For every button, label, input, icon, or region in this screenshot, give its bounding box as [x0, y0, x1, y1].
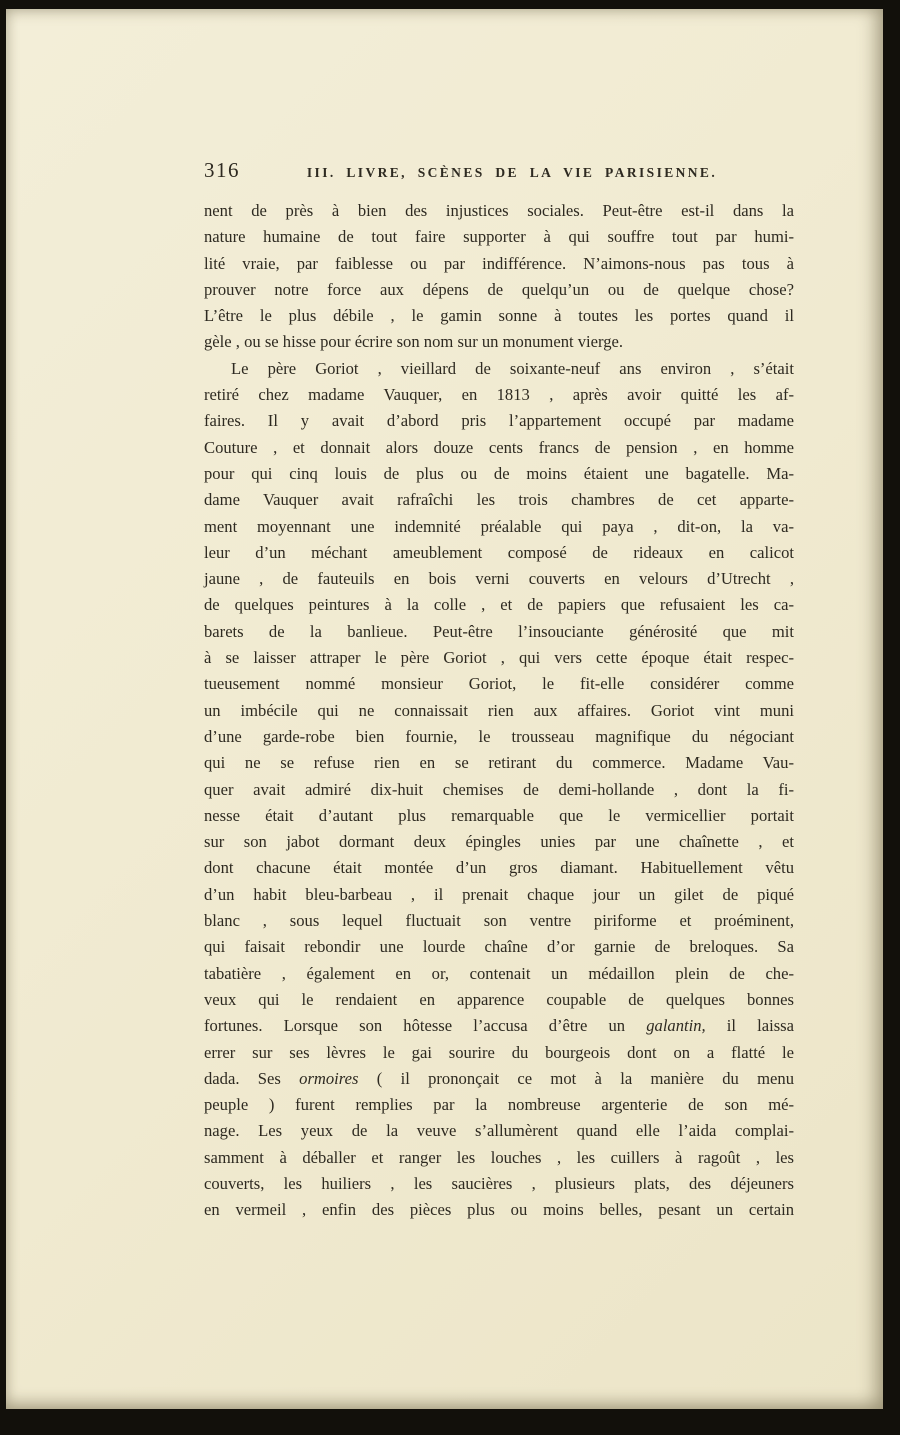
- text-line: [204, 382, 794, 408]
- text-line: [204, 1013, 794, 1039]
- italic-text: ormoires: [299, 1068, 359, 1088]
- text-line: [204, 1171, 794, 1197]
- text-line: [204, 855, 794, 881]
- text-segment: nature humaine de tout faire supporter à qui souffre tout par humi-: [204, 227, 794, 247]
- text-segment: tueusement nommé monsieur Goriot, le fit-elle considérer comme: [204, 674, 794, 694]
- text-line: [204, 698, 794, 724]
- text-segment: lité vraie, par faiblesse ou par indifférence. N’aimons-nous pas tous à: [204, 253, 794, 273]
- text-line: [204, 882, 794, 908]
- text-segment: qui faisait rebondir une lourde chaîne d’or garnie de breloques. Sa: [204, 937, 794, 957]
- page-number: 316: [204, 158, 240, 182]
- text-line: [204, 829, 794, 855]
- text-line: [204, 961, 794, 987]
- text-segment: dame Vauquer avait rafraîchi les trois chambres de cet apparte-: [204, 490, 794, 510]
- text-segment: d’un habit bleu-barbeau , il prenait chaque jour un gilet de piqué: [204, 884, 794, 904]
- text-segment: un imbécile qui ne connaissait rien aux affaires. Goriot vint muni: [204, 700, 794, 720]
- text-segment: peuple ) furent remplies par la nombreuse argenterie de son mé-: [204, 1095, 794, 1115]
- text-line: [204, 303, 794, 329]
- text-segment: à se laisser attraper le père Goriot , qui vers cette époque était respec-: [204, 648, 794, 668]
- text-segment: faires. Il y avait d’abord pris l’appartement occupé par madame: [204, 411, 794, 431]
- text-line: [204, 750, 794, 776]
- text-line: [204, 724, 794, 750]
- text-segment: Couture , et donnait alors douze cents francs de pension , en homme: [204, 437, 794, 457]
- text-segment: jaune , de fauteuils en bois verni couverts en velours d’Utrecht ,: [204, 569, 794, 589]
- text-line: [204, 803, 794, 829]
- text-line: [204, 198, 794, 224]
- text-line: [204, 277, 794, 303]
- book-page: [6, 9, 883, 1409]
- text-segment: fortunes. Lorsque son hôtesse l’accusa d’être un: [204, 1016, 647, 1036]
- text-line: [204, 329, 794, 355]
- text-line: [204, 1066, 794, 1092]
- text-line: [204, 1197, 794, 1223]
- text-segment: nage. Les yeux de la veuve s’allumèrent quand elle l’aida complai-: [204, 1121, 794, 1141]
- running-title: III. LIVRE, SCÈNES DE LA VIE PARISIENNE.: [306, 165, 718, 180]
- text-segment: quer avait admiré dix-huit chemises de demi-hollande , dont la fi-: [204, 779, 794, 799]
- text-line: [204, 592, 794, 618]
- text-segment: dada. Ses: [204, 1068, 300, 1088]
- text-segment: de quelques peintures à la colle , et de papiers que refusaient les ca-: [204, 595, 794, 615]
- text-line: [204, 1145, 794, 1171]
- text-line: [204, 987, 794, 1013]
- text-segment: tabatière , également en or, contenait un médaillon plein de che-: [204, 963, 794, 983]
- text-line: [204, 224, 794, 250]
- text-block: [204, 198, 794, 1224]
- text-line: [204, 1092, 794, 1118]
- text-line: [204, 1118, 794, 1144]
- text-segment: il laissa: [705, 1016, 794, 1036]
- text-segment: d’une garde-robe bien fournie, le trousseau magnifique du négociant: [204, 726, 794, 746]
- text-line: [204, 619, 794, 645]
- text-segment: errer sur ses lèvres le gai sourire du bourgeois dont on a flatté le: [204, 1042, 794, 1062]
- text-segment: retiré chez madame Vauquer, en 1813 , après avoir quitté les af-: [204, 385, 794, 405]
- text-segment: pour qui cinq louis de plus ou de moins étaient une bagatelle. Ma-: [204, 463, 794, 483]
- text-line: [204, 540, 794, 566]
- text-line: [204, 461, 794, 487]
- italic-text: galantin,: [646, 1016, 706, 1036]
- text-segment: dont chacune était montée d’un gros diamant. Habituellement vêtu: [204, 858, 794, 878]
- text-line: [204, 356, 794, 382]
- text-line: [204, 671, 794, 697]
- text-segment: couverts, les huiliers , les saucières , plusieurs plats, des déjeuners: [204, 1173, 794, 1193]
- text-segment: prouver notre force aux dépens de quelqu’un ou de quelque chose?: [204, 279, 794, 299]
- text-line: [204, 908, 794, 934]
- text-segment: L’être le plus débile , le gamin sonne à toutes les portes quand il: [204, 306, 794, 326]
- text-segment: ment moyennant une indemnité préalable qui paya , dit-on, la va-: [204, 516, 794, 536]
- text-segment: gèle , ou se hisse pour écrire son nom sur un monument vierge.: [204, 332, 624, 352]
- text-segment: samment à déballer et ranger les louches , les cuillers à ragoût , les: [204, 1147, 794, 1167]
- text-segment: qui ne se refuse rien en se retirant du commerce. Madame Vau-: [204, 753, 794, 773]
- text-segment: veux qui le rendaient en apparence coupable de quelques bonnes: [204, 989, 794, 1009]
- text-segment: leur d’un méchant ameublement composé de rideaux en calicot: [204, 542, 794, 562]
- text-line: [204, 566, 794, 592]
- text-line: [204, 435, 794, 461]
- text-segment: en vermeil , enfin des pièces plus ou moins belles, pesant un certain: [204, 1200, 794, 1220]
- text-line: [204, 408, 794, 434]
- text-line: [204, 1040, 794, 1066]
- text-segment: ( il prononçait ce mot à la manière du menu: [358, 1068, 794, 1088]
- text-segment: Le père Goriot , vieillard de soixante-neuf ans environ , s’était: [231, 358, 794, 378]
- text-segment: nesse était d’autant plus remarquable que le vermicellier portait: [204, 805, 794, 825]
- text-line: [204, 645, 794, 671]
- text-line: [204, 514, 794, 540]
- text-segment: blanc , sous lequel fluctuait son ventre piriforme et proéminent,: [204, 911, 794, 931]
- text-line: [204, 251, 794, 277]
- text-line: [204, 487, 794, 513]
- text-segment: barets de la banlieue. Peut-être l’insouciante générosité que mit: [204, 621, 794, 641]
- text-line: [204, 934, 794, 960]
- page-header: [204, 158, 794, 183]
- text-segment: sur son jabot dormant deux épingles unies par une chaînette , et: [204, 832, 794, 852]
- text-line: [204, 777, 794, 803]
- text-segment: nent de près à bien des injustices sociales. Peut-être est-il dans la: [204, 201, 794, 220]
